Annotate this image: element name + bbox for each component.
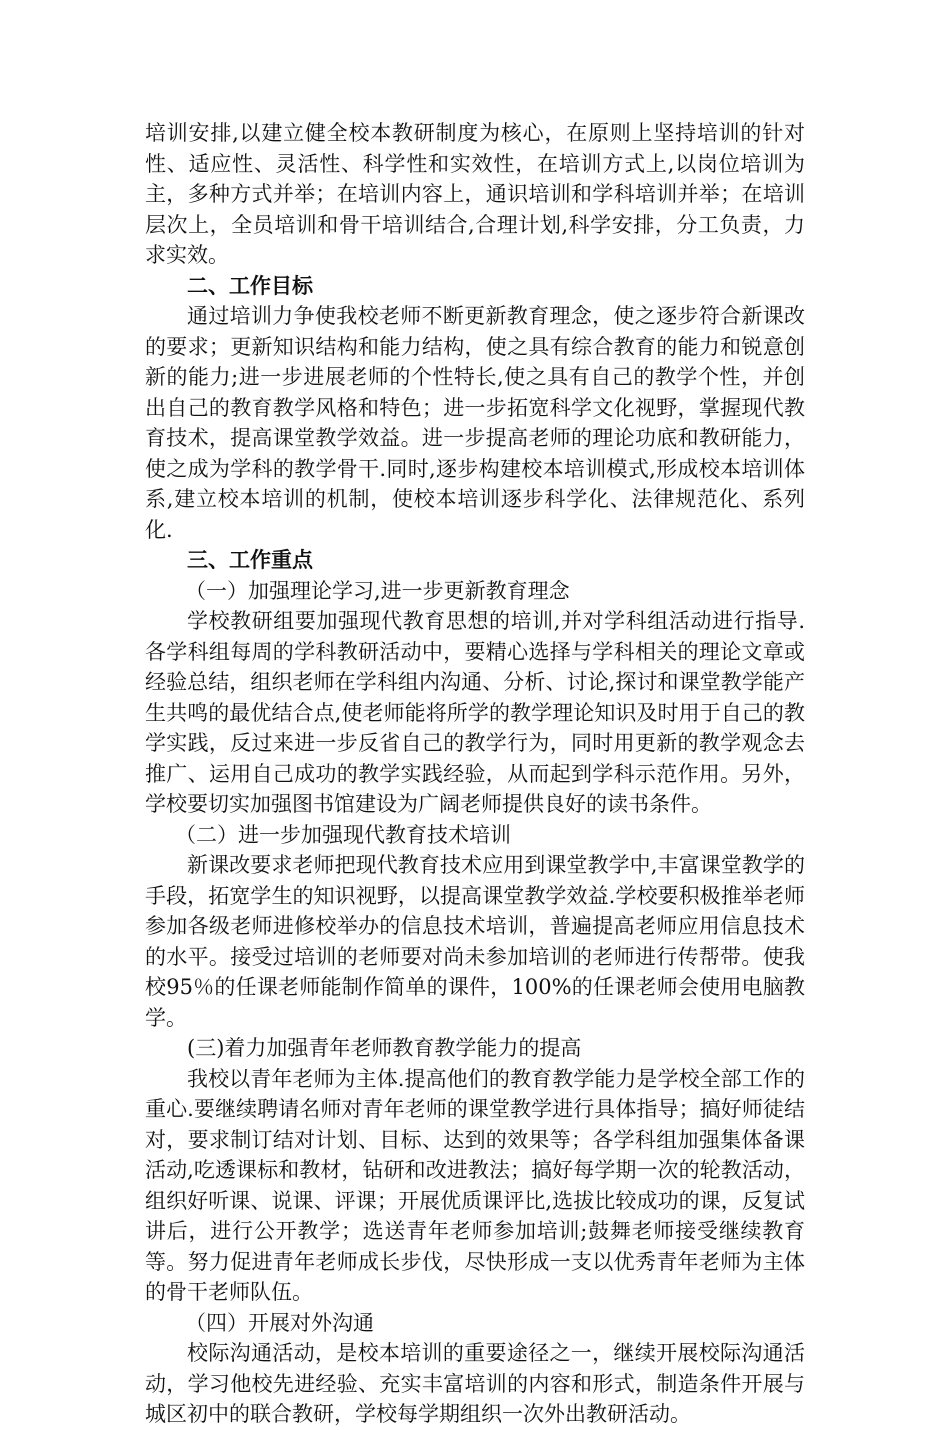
paragraph-external-exchange: 校际沟通活动，是校本培训的重要途径之一，继续开展校际沟通活动，学习他校先进经验、充实丰富培训的内容和形式，制造条件开展与城区初中的联合教研，学校每学期组织一次外出教研活动。 <box>145 1341 805 1426</box>
paragraph-edu-tech: 新课改要求老师把现代教育技术应用到课堂教学中,丰富课堂教学的手段，拓宽学生的知识视野，以提高课堂教学效益.学校要积极推举老师参加各级老师进修校举办的信息技术培训，普遍提高老师应用信息技术的水平。接受过培训的老师要对尚未参加培训的老师进行传帮带。使我校95％的任课老师能制作简单的课件，100%的任课老师会使用电脑教学。 <box>145 853 805 1030</box>
subheading-edu-tech: （二）进一步加强现代教育技术培训 <box>175 822 511 847</box>
paragraph-training-arrangement: 培训安排,以建立健全校本教研制度为核心，在原则上坚持培训的针对性、适应性、灵活性、科学性和实效性，在培训方式上,以岗位培训为主，多种方式并举；在培训内容上，通识培训和学科培训并举；在培训层次上，全员培训和骨干培训结合,合理计划,科学安排，分工负责，力求实效。 <box>145 121 805 267</box>
subheading-young-teachers: (三)着力加强青年老师教育教学能力的提高 <box>187 1036 582 1060</box>
subheading-theory-study: （一）加强理论学习,进一步更新教育理念 <box>185 578 570 603</box>
subheading-external-exchange: （四）开展对外沟通 <box>185 1310 374 1335</box>
paragraph-theory-study: 学校教研组要加强现代教育思想的培训,并对学科组活动进行指导.各学科组每周的学科教研活动中，要精心选择与学科相关的理论文章或经验总结，组织老师在学科组内沟通、分析、讨论,探讨和课堂教学能产生共鸣的最优结合点,使老师能将所学的教学理论知识及时用于自己的教学实践，反过来进一步反省自己的教学行为，同时用更新的教学观念去推广、运用自己成功的教学实践经验，从而起到学科示范作用。另外，学校要切实加强图书馆建设为广阔老师提供良好的读书条件。 <box>145 609 805 816</box>
paragraph-work-goals: 通过培训力争使我校老师不断更新教育理念，使之逐步符合新课改的要求；更新知识结构和能力结构，使之具有综合教育的能力和锐意创新的能力;进一步进展老师的个性特长,使之具有自己的教学个性，并创出自己的教育教学风格和特色；进一步拓宽科学文化视野，掌握现代教育技术，提高课堂教学效益。进一步提高老师的理论功底和教研能力，使之成为学科的教学骨干.同时,逐步构建校本培训模式,形成校本培训体系,建立校本培训的机制，使校本培训逐步科学化、法律规范化、系列化. <box>145 304 805 542</box>
paragraph-young-teachers: 我校以青年老师为主体.提高他们的教育教学能力是学校全部工作的重心.要继续聘请名师对青年老师的课堂教学进行具体指导；搞好师徒结对，要求制订结对计划、目标、达到的效果等；各学科组加强集体备课活动,吃透课标和教材，钻研和改进教法；搞好每学期一次的轮教活动，组织好听课、说课、评课；开展优质课评比,选拔比较成功的课，反复试讲后，进行公开教学；选送青年老师参加培训;鼓舞老师接受继续教育等。努力促进青年老师成长步伐，尽快形成一支以优秀青年老师为主体的骨干老师队伍。 <box>145 1066 805 1304</box>
document-body <box>145 118 805 1430</box>
heading-work-focus: 三、工作重点 <box>187 547 313 572</box>
heading-work-goals: 二、工作目标 <box>187 272 313 298</box>
